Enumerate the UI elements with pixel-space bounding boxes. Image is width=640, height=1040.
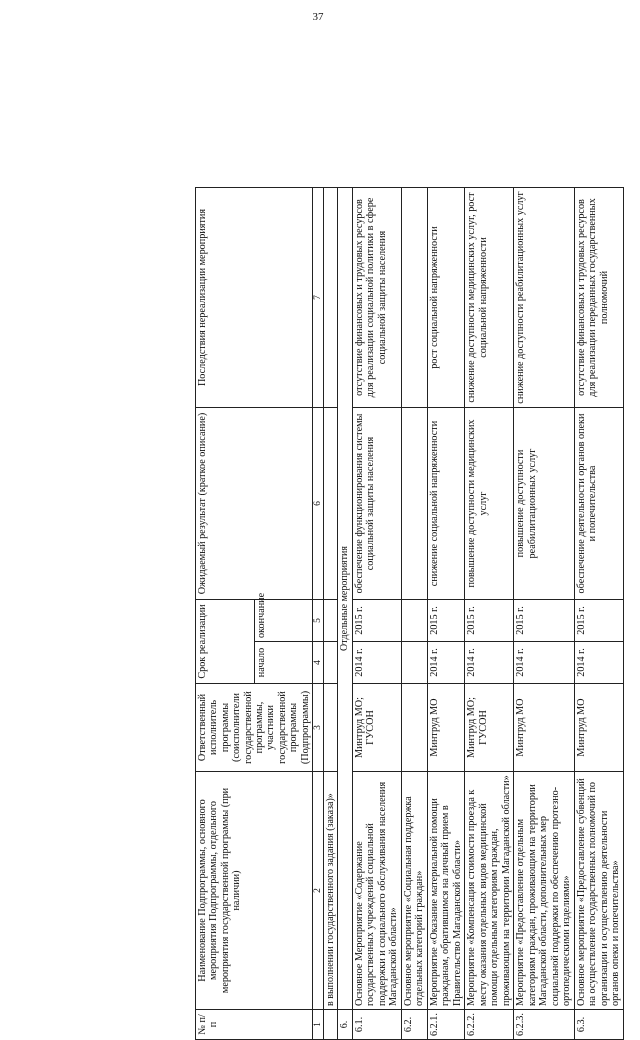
cell-end: 2015 г.: [465, 600, 514, 642]
cell-num: 6.1.: [352, 1010, 401, 1040]
cell-start: 2014 г.: [427, 642, 465, 684]
cell-num: 6.2.1.: [427, 1010, 465, 1040]
table-row: [465, 188, 514, 1040]
cell-result: обеспечение функционирования системы социальной защиты населения: [352, 408, 401, 600]
cell-result: повышение доступности медицинских услуг: [465, 408, 514, 600]
header-end: окончание: [254, 600, 313, 642]
cell-name: Мероприятие «Предоставление отдельным категориям граждан, проживающим на территории Магаданской области, дополнительных мер социальной поддержки по обеспечению протезно-ортопедическими изделиями»: [514, 772, 575, 1010]
cell-risk: снижение доступности реабилитационных услуг: [514, 188, 575, 408]
cell-name: Основное мероприятие «Предоставление субвенций на осуществление государственных полномочий по организации и осуществлению деятельности органов опеки и попечительства»: [575, 772, 624, 1010]
cell-exec: Минтруд МО: [427, 684, 465, 772]
cell-result: снижение социальной напряженности: [427, 408, 465, 600]
header-row: [196, 188, 255, 1040]
cell-risk: отсутствие финансовых и трудовых ресурсов для реализации переданных государственных полномочий: [575, 188, 624, 408]
cell-exec: Минтруд МО; ГУСОН: [465, 684, 514, 772]
cell-result: повышение доступности реабилитационных услуг: [514, 408, 575, 600]
table-row: [514, 188, 575, 1040]
table-row: [401, 188, 427, 1040]
table-row: [427, 188, 465, 1040]
cell-exec: Минтруд МО; ГУСОН: [352, 684, 401, 772]
header-start: начало: [254, 642, 313, 684]
page-number: 37: [312, 11, 324, 23]
col-number: 7: [313, 188, 324, 408]
header-risk: Последствия нереализации мероприятия: [196, 188, 313, 408]
cell-name: Основное Мероприятие «Содержание государственных учреждений социальной поддержки и социального обслуживания населения Магаданской области»: [352, 772, 401, 1010]
continued-row: [324, 188, 338, 1040]
continued-text: в выполнении государственного задания (заказа)»: [324, 772, 338, 1010]
cell-end: [401, 600, 427, 642]
cell-num: 6.3.: [575, 1010, 624, 1040]
cell-risk: рост социальной напряженности: [427, 188, 465, 408]
cell-start: 2014 г.: [575, 642, 624, 684]
column-number-row: [313, 188, 324, 1040]
header-exec: Ответственный исполнитель программы (соисполнители государственной программы, участники государственной программы (Подпрограммы): [196, 684, 313, 772]
col-number: 1: [313, 1010, 324, 1040]
cell-exec: [401, 684, 427, 772]
col-number: 5: [313, 600, 324, 642]
cell-start: 2014 г.: [465, 642, 514, 684]
cell-risk: снижение доступности медицинских услуг, рост социальной напряженности: [465, 188, 514, 408]
header-name: Наименование Подпрограммы, основного мероприятия Подпрограммы, отдельного мероприятия государственной программы (при наличии): [196, 772, 313, 1010]
header-term: Срок реализации: [196, 600, 255, 684]
cell-risk: [401, 188, 427, 408]
cell-num: 6.2.3.: [514, 1010, 575, 1040]
section-row: [338, 188, 352, 1040]
cell-num: 6.2.: [401, 1010, 427, 1040]
cell-name: Основное мероприятие «Социальная поддержка отдельных категорий граждан»: [401, 772, 427, 1010]
header-num: № п/п: [196, 1010, 313, 1040]
cell-result: [401, 408, 427, 600]
cell-exec: Минтруд МО: [575, 684, 624, 772]
cell-num: 6.2.2.: [465, 1010, 514, 1040]
cell-result: обеспечение деятельности органов опеки и попечительства: [575, 408, 624, 600]
cell-risk: отсутствие финансовых и трудовых ресурсов для реализации социальной политики в сфере социальной защиты населения: [352, 188, 401, 408]
cell-end: 2015 г.: [352, 600, 401, 642]
rotated-table-area: [195, 188, 622, 1040]
measures-table: [195, 187, 624, 1040]
header-result: Ожидаемый результат (краткое описание): [196, 408, 313, 600]
cell-start: [401, 642, 427, 684]
cell-end: 2015 г.: [514, 600, 575, 642]
table-row: [575, 188, 624, 1040]
col-number: 4: [313, 642, 324, 684]
section-num: 6.: [338, 1010, 352, 1040]
cell-name: Мероприятие «Компенсация стоимости проезда к месту оказания отдельных видов медицинской помощи отдельным категориям граждан, проживающим на территории Магаданской области»: [465, 772, 514, 1010]
cell-start: 2014 г.: [352, 642, 401, 684]
cell-start: 2014 г.: [514, 642, 575, 684]
cell-exec: Минтруд МО: [514, 684, 575, 772]
col-number: 6: [313, 408, 324, 600]
table-row: [352, 188, 401, 1040]
col-number: 3: [313, 684, 324, 772]
cell-end: 2015 г.: [575, 600, 624, 642]
col-number: 2: [313, 772, 324, 1010]
section-title: Отдельные мероприятия: [338, 188, 352, 1010]
cell-name: Мероприятие «Оказание материальной помощи гражданам, обратившимся на личный прием в Правительство Магаданской области»: [427, 772, 465, 1010]
cell-end: 2015 г.: [427, 600, 465, 642]
